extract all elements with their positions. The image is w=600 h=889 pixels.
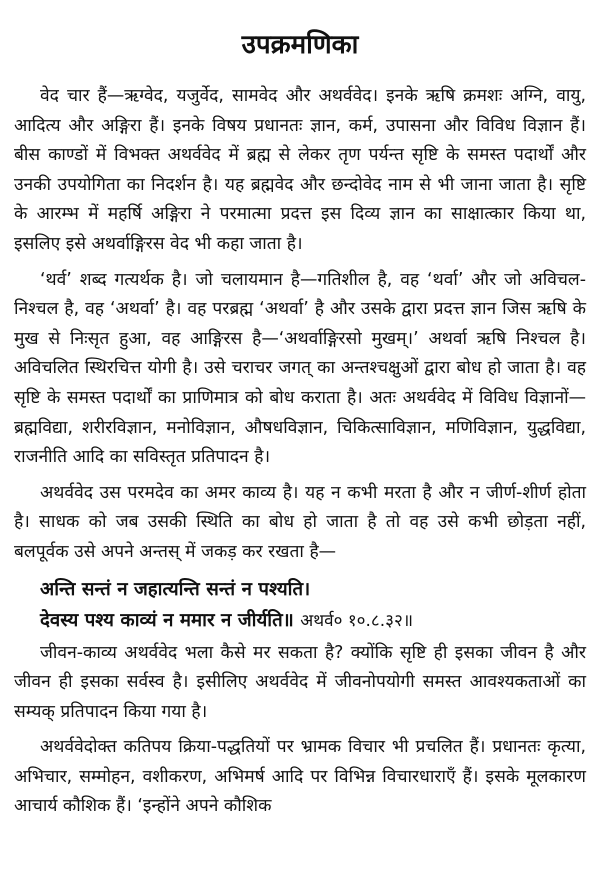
paragraph-3: अथर्ववेद उस परमदेव का अमर काव्य है। यह न कभी मरता है और न जीर्ण-शीर्ण होता है। साधक को जब उसकी स्थिति का बोध हो जाता है तो वह उसे कभी छोड़ता नहीं, बलपूर्वक उसे अपने अन्तस् में जकड़ कर रखता है—: [14, 482, 586, 562]
verse-line-2-text: देवस्य पश्य काव्यं न ममार न जीर्यति॥: [40, 609, 294, 631]
paragraph-5: अथर्ववेदोक्त कतिपय क्रिया-पद्धतियों पर भ्रामक विचार भी प्रचलित हैं। प्रधानतः कृत्या, अभिचार, सम्मोहन, वशीकरण, अभिमर्ष आदि पर विभिन्न विचारधाराएँ हैं। इसके मूलकारण आचार्य कौशिक हैं। ‘इन्होंने अपने कौशिक: [14, 737, 586, 817]
paragraph-4: जीवन-काव्य अथर्ववेद भला कैसे मर सकता है? क्योंकि सृष्टि ही इसका जीवन है और जीवन ही इसका सर्वस्व है। इसीलिए अथर्ववेद में जीवनोपयोगी समस्त आवश्यकताओं का सम्यक् प्रतिपादन किया गया है।: [14, 642, 586, 722]
verse-block: [40, 574, 586, 637]
verse-line-1: अन्ति सन्तं न जहात्यन्ति सन्तं न पश्यति।: [40, 578, 311, 600]
page-title: उपक्रमणिका: [241, 30, 359, 60]
verse-line-2: [40, 605, 586, 637]
paragraph-2: ‘थर्व’ शब्द गत्यर्थक है। जो चलायमान है—गतिशील है, वह ‘थर्वा’ और जो अविचल-निश्चल है, वह ‘अथर्वा’ है। वह परब्रह्म ‘अथर्वा’ है और उसके द्वारा प्रदत्त ज्ञान जिस ऋषि के मुख से निःसृत हुआ, वह आङ्गिरस है—‘अथर्वाङ्गिरसो मुखम्।’ अथर्वा ऋषि निश्चल है। अविचलित स्थिरचित्त योगी है। उसे चराचर जगत् का अन्तश्चक्षुओं द्वारा बोध हो जाता है। वह सृष्टि के समस्त पदार्थों का प्राणिमात्र को बोध कराता है। अतः अथर्ववेद में विविध विज्ञानों—ब्रह्मविद्या, शरीरविज्ञान, मनोविज्ञान, औषधविज्ञान, चिकित्साविज्ञान, मणिविज्ञान, युद्धविद्या, राजनीति आदि का सविस्तृत प्रतिपादन है।: [14, 269, 586, 468]
paragraph-1: वेद चार हैं—ऋग्वेद, यजुर्वेद, सामवेद और अथर्ववेद। इनके ऋषि क्रमशः अग्नि, वायु, आदित्य और अङ्गिरा हैं। इनके विषय प्रधानतः ज्ञान, कर्म, उपासना और विविध विज्ञान हैं। बीस काण्डों में विभक्त अथर्ववेद में ब्रह्म से लेकर तृण पर्यन्त सृष्टि के समस्त पदार्थों और उनकी उपयोगिता का निदर्शन है। यह ब्रह्मवेद और छन्दोवेद नाम से भी जाना जाता है। सृष्टि के आरम्भ में महर्षि अङ्गिरा ने परमात्मा प्रदत्त इस दिव्य ज्ञान का साक्षात्कार किया था, इसलिए इसे अथर्वाङ्गिरस वेद भी कहा जाता है।: [14, 86, 586, 254]
verse-reference: अथर्व० १०.८.३२॥: [300, 610, 414, 631]
